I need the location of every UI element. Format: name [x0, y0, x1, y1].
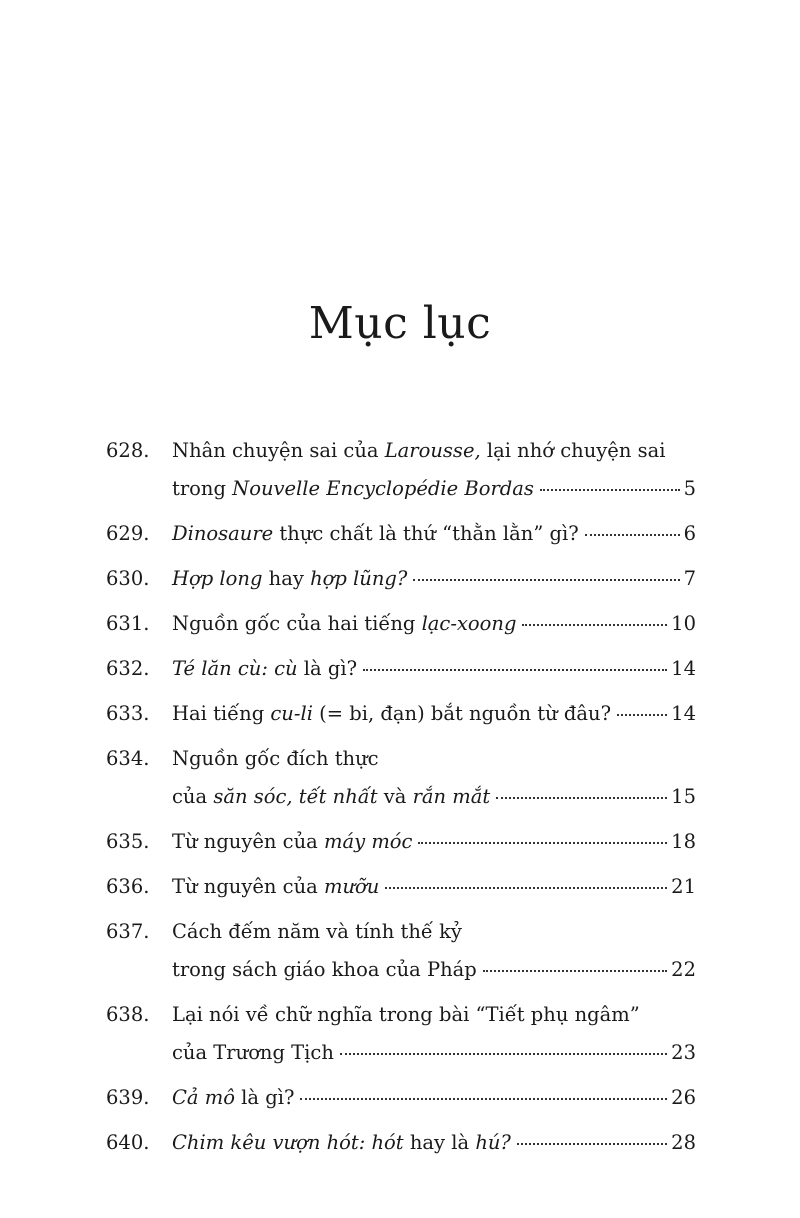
entry-number: 630.	[106, 567, 150, 590]
dot-leader	[522, 622, 667, 626]
entry-title-line1: Cách đếm năm và tính thế kỷ	[172, 920, 462, 943]
entry-title: Nguồn gốc của hai tiếng lạc-xoong	[172, 612, 517, 635]
entry-title-line1: Nguồn gốc đích thực	[172, 747, 379, 770]
entry-number: 632.	[106, 657, 150, 680]
toc-entry-630[interactable]	[106, 560, 696, 598]
page-number: 28	[671, 1131, 696, 1154]
dot-leader	[385, 885, 667, 889]
entry-title: Chim kêu vượn hót: hót hay là hú?	[172, 1131, 511, 1154]
entry-number: 635.	[106, 830, 150, 853]
toc-entry-639[interactable]	[106, 1079, 696, 1117]
page-number: 18	[671, 830, 696, 853]
page-number: 26	[671, 1086, 696, 1109]
dot-leader	[517, 1141, 667, 1145]
dot-leader	[340, 1051, 667, 1055]
page-number: 21	[671, 875, 696, 898]
page-title: Mục lục	[308, 298, 492, 349]
dot-leader	[496, 795, 667, 799]
page-number: 5	[683, 477, 696, 500]
page-number: 10	[671, 612, 696, 635]
dot-leader	[617, 712, 667, 716]
page-number: 23	[671, 1041, 696, 1064]
page-number: 22	[671, 958, 696, 981]
entry-number: 629.	[106, 522, 150, 545]
page-number: 6	[683, 522, 696, 545]
entry-number: 639.	[106, 1086, 150, 1109]
dot-leader	[585, 532, 680, 536]
toc-entry-635[interactable]	[106, 823, 696, 861]
entry-title-line2: trong sách giáo khoa của Pháp	[172, 958, 477, 981]
entry-title: Té lăn cù: cù là gì?	[172, 657, 358, 680]
entry-number: 638.	[106, 1003, 150, 1026]
dot-leader	[483, 968, 667, 972]
dot-leader	[540, 487, 680, 491]
dot-leader	[413, 577, 679, 581]
entry-title-line2: của Trương Tịch	[172, 1041, 334, 1064]
entry-title: Dinosaure thực chất là thứ “thằn lằn” gì?	[172, 522, 579, 545]
toc-entry-632[interactable]	[106, 650, 696, 688]
entry-number: 634.	[106, 747, 150, 770]
entry-title-line1: Lại nói về chữ nghĩa trong bài “Tiết phụ ngâm”	[172, 1003, 640, 1026]
table-of-contents	[106, 432, 696, 1162]
toc-entry-636[interactable]	[106, 868, 696, 906]
entry-title-line2: của săn sóc, tết nhất và rắn mắt	[172, 785, 491, 808]
entry-number: 636.	[106, 875, 150, 898]
entry-title: Cả mô là gì?	[172, 1086, 295, 1109]
entry-title: Từ nguyên của máy móc	[172, 830, 413, 853]
entry-title-line1: Nhân chuyện sai của Larousse, lại nhớ chuyện sai	[172, 439, 666, 462]
entry-title-line2: trong Nouvelle Encyclopédie Bordas	[172, 477, 534, 500]
entry-number: 640.	[106, 1131, 150, 1154]
entry-number: 637.	[106, 920, 150, 943]
entry-number: 631.	[106, 612, 150, 635]
toc-entry-637[interactable]	[106, 913, 696, 989]
toc-entry-633[interactable]	[106, 695, 696, 733]
dot-leader	[300, 1096, 667, 1100]
entry-number: 628.	[106, 439, 150, 462]
toc-entry-631[interactable]	[106, 605, 696, 643]
entry-number: 633.	[106, 702, 150, 725]
toc-entry-629[interactable]	[106, 515, 696, 553]
dot-leader	[418, 840, 667, 844]
page-number: 7	[683, 567, 696, 590]
page-number: 14	[671, 702, 696, 725]
entry-title: Hai tiếng cu-li (= bi, đạn) bắt nguồn từ đâu?	[172, 702, 612, 725]
toc-entry-628[interactable]	[106, 432, 696, 508]
entry-title: Hợp long hay hợp lũng?	[172, 567, 408, 590]
toc-entry-638[interactable]	[106, 996, 696, 1072]
dot-leader	[363, 667, 667, 671]
toc-entry-634[interactable]	[106, 740, 696, 816]
page-number: 15	[671, 785, 696, 808]
entry-title: Từ nguyên của mưỡu	[172, 875, 380, 898]
toc-entry-640[interactable]	[106, 1124, 696, 1162]
page-number: 14	[671, 657, 696, 680]
